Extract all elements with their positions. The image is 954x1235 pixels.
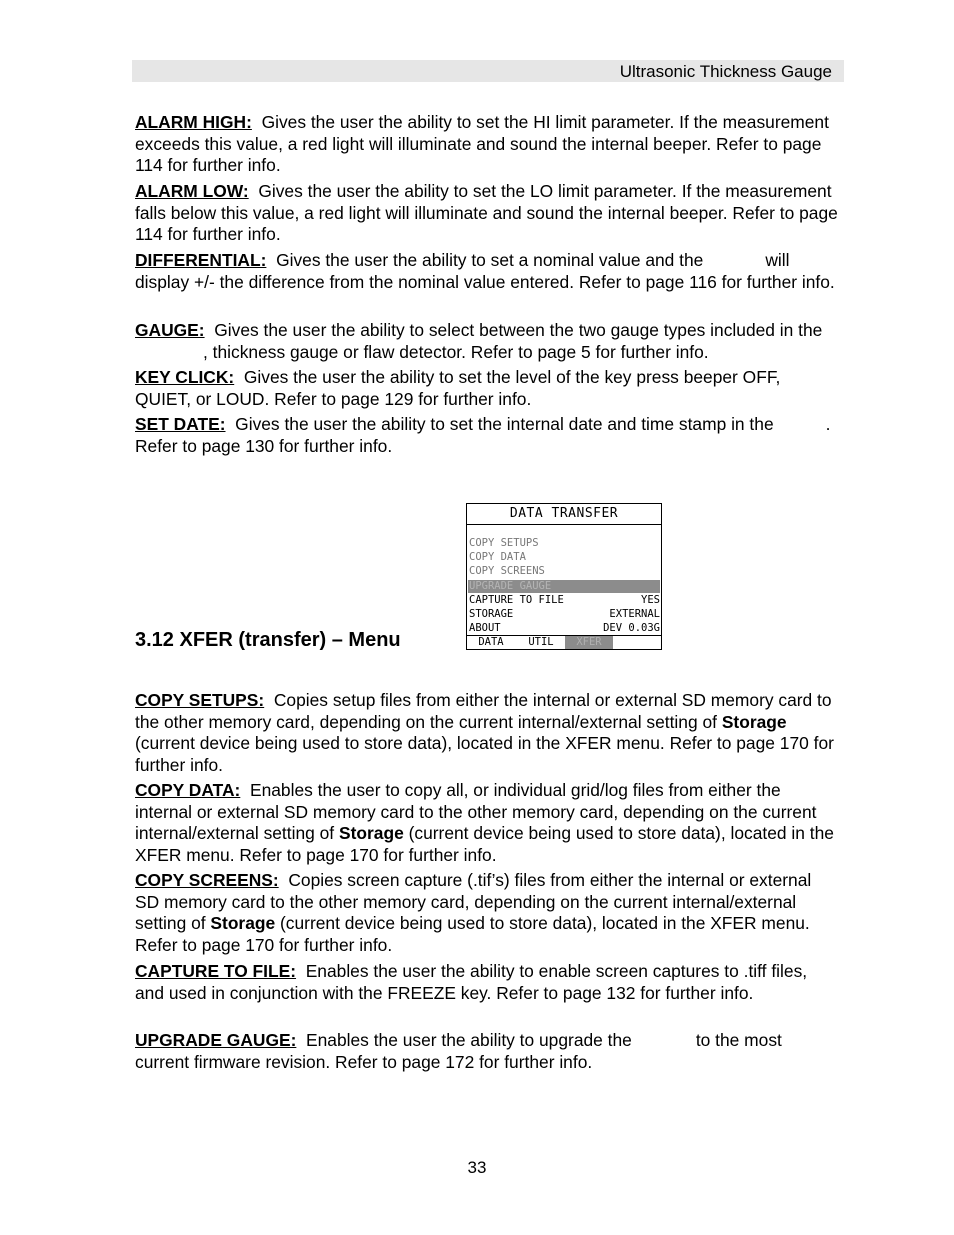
lcd-menu-item-capture-to-file: CAPTURE TO FILE YES: [469, 594, 660, 606]
lcd-tab-data: DATA: [478, 636, 504, 648]
lcd-screen-data-transfer: [466, 503, 662, 650]
lcd-menu-item-upgrade-gauge: UPGRADE GAUGE: [468, 580, 660, 593]
util-item-key-click: KEY CLICK: Gives the user the ability to set the level of the key press beeper OFF, QUIET, or LOUD. Refer to page 129 for further info.: [135, 367, 781, 409]
util-item-alarm-high: ALARM HIGH: Gives the user the ability to set the HI limit parameter. If the measurement exceeds this value, a red light will illuminate and sound the internal beeper. Refer to page 114 for further info.: [135, 112, 829, 175]
xfer-item-upgrade-gauge: UPGRADE GAUGE: Enables the user the ability to upgrade the to the most current firmware revision. Refer to page 172 for further info.: [135, 1030, 782, 1072]
xfer-item-copy-setups: COPY SETUPS: Copies setup files from either the internal or external SD memory card to the other memory card, depending on the current internal/external setting of Storage (current device being used to store data), located in the XFER menu. Refer to page 170 for further info.: [135, 690, 834, 775]
xfer-item-capture-to-file: CAPTURE TO FILE: Enables the user the ability to enable screen captures to .tiff files, and used in conjunction with the FREEZE key. Refer to page 132 for further info.: [135, 961, 808, 1003]
page-number: 33: [467, 1158, 487, 1177]
lcd-menu-item-copy-screens: COPY SCREENS: [469, 565, 545, 577]
util-item-set-date: SET DATE: Gives the user the ability to set the internal date and time stamp in the . Refer to page 130 for further info.: [135, 414, 831, 456]
lcd-menu-item-about: ABOUT DEV 0.03G: [469, 622, 660, 634]
lcd-tab-util: UTIL: [528, 636, 554, 648]
header-title: Ultrasonic Thickness Gauge: [619, 62, 832, 81]
lcd-menu-item-copy-data: COPY DATA: [469, 551, 526, 563]
running-header: [132, 60, 844, 82]
lcd-menu-item-storage: STORAGE EXTERNAL: [469, 608, 660, 620]
util-item-differential: DIFFERENTIAL: Gives the user the ability to set a nominal value and the will display +/- the difference from the nominal value entered. Refer to page 116 for further info.: [135, 250, 835, 292]
lcd-menu-item-copy-setups: COPY SETUPS: [469, 537, 539, 549]
util-item-gauge: GAUGE: Gives the user the ability to select between the two gauge types included in the, thickness gauge or flaw detector. Refer to page 5 for further info.: [135, 320, 823, 362]
section-heading-xfer: 3.12 XFER (transfer) – Menu: [135, 629, 401, 651]
xfer-item-copy-data: COPY DATA: Enables the user to copy all, or individual grid/log files from either the internal or external SD memory card to the other memory card, depending on the current internal/external setting of Storage (current device being used to store data), located in the XFER menu. Refer to page 170 for further info.: [135, 780, 834, 865]
xfer-item-copy-screens: COPY SCREENS: Copies screen capture (.tif’s) files from either the internal or external SD memory card to the other memory card, depending on the current internal/external setting of Storage (current device being used to store data), located in the XFER menu. Refer to page 170 for further info.: [135, 870, 812, 955]
lcd-tab-bar: [467, 635, 661, 649]
util-item-alarm-low: ALARM LOW: Gives the user the ability to set the LO limit parameter. If the measurement falls below this value, a red light will illuminate and sound the internal beeper. Refer to page 114 for further info.: [135, 181, 838, 244]
lcd-tab-xfer: XFER: [565, 636, 613, 649]
lcd-title: DATA TRANSFER: [467, 504, 661, 525]
